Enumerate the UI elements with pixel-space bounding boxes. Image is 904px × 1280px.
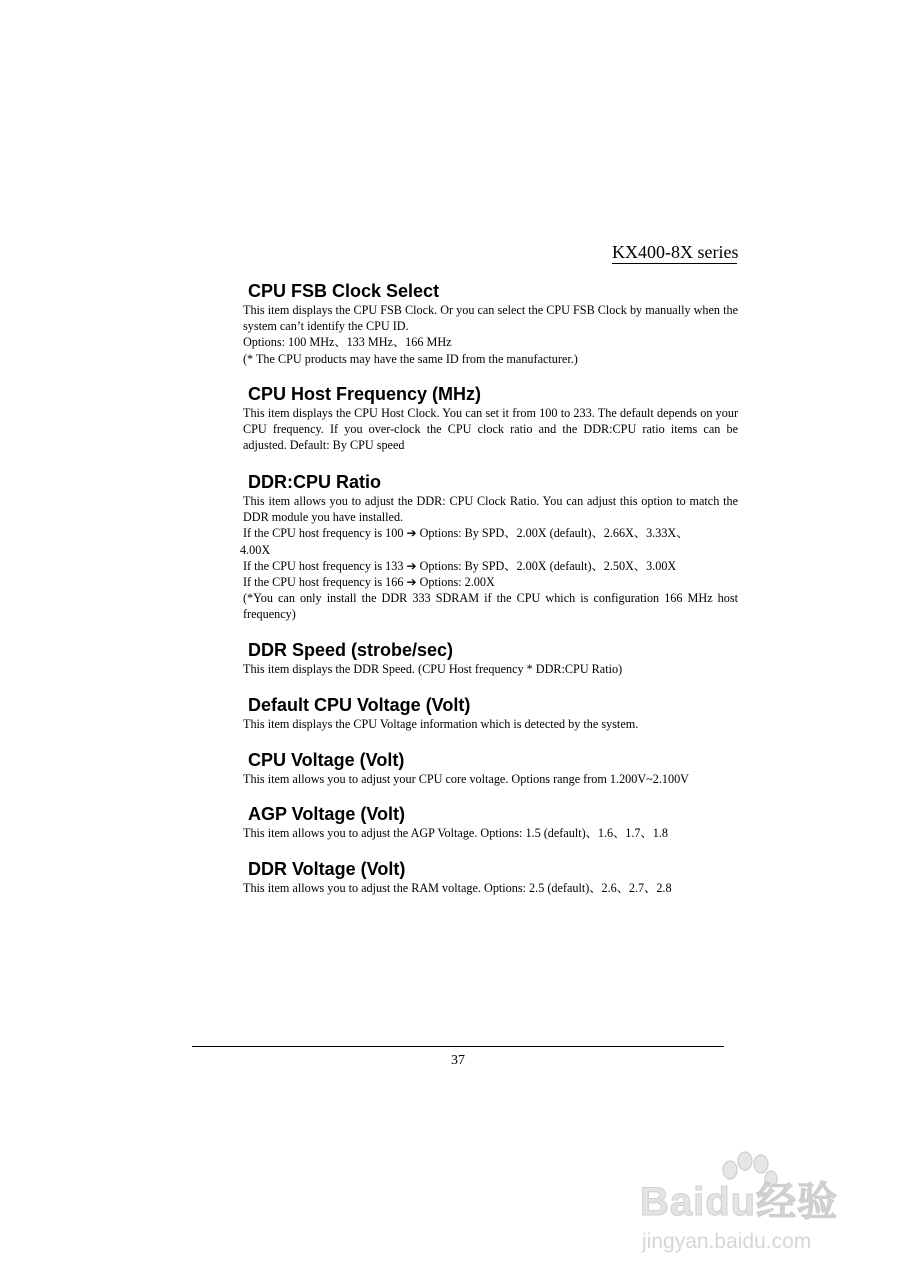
section-agp-voltage bbox=[240, 803, 738, 841]
section-title: CPU FSB Clock Select bbox=[248, 281, 440, 301]
section-default-cpu-voltage bbox=[240, 694, 738, 732]
ratio-line-133 bbox=[240, 558, 738, 574]
paragraph: This item displays the CPU Host Clock. You can set it from 100 to 233. The default depends on your CPU frequency. If you over-clock the CPU clock ratio and the DDR:CPU ratio items can be adjusted. Default: By CPU speed bbox=[243, 406, 738, 453]
section-ddr-speed bbox=[240, 639, 738, 677]
section-ddr-cpu-ratio bbox=[240, 471, 738, 623]
arrow-right-icon: ➔ bbox=[406, 575, 417, 590]
ratio-line-100 bbox=[240, 525, 738, 541]
baidu-jingyan-watermark bbox=[640, 1140, 900, 1275]
section-title: DDR Voltage (Volt) bbox=[248, 859, 406, 879]
options-continuation: 4.00X bbox=[240, 542, 271, 557]
paragraph: This item displays the DDR Speed. (CPU Host frequency * DDR:CPU Ratio) bbox=[243, 662, 623, 676]
note-line: (* The CPU products may have the same ID from the manufacturer.) bbox=[243, 351, 578, 366]
series-title: KX400-8X series bbox=[612, 242, 739, 262]
section-cpu-fsb-clock-select bbox=[240, 280, 738, 367]
section-ddr-voltage bbox=[240, 858, 738, 896]
condition-text: If the CPU host frequency is 100 bbox=[243, 526, 404, 541]
condition-text: If the CPU host frequency is 166 bbox=[243, 575, 404, 590]
condition-text: If the CPU host frequency is 133 bbox=[243, 558, 404, 573]
footer-divider bbox=[192, 1046, 724, 1047]
paragraph: This item allows you to adjust the RAM voltage. Options: 2.5 (default)、2.6、2.7、2.8 bbox=[243, 881, 672, 895]
arrow-right-icon: ➔ bbox=[406, 558, 417, 573]
options-text: Options: By SPD、2.00X (default)、2.50X、3.00X bbox=[419, 558, 677, 573]
page-number: 37 bbox=[451, 1053, 465, 1068]
section-title: DDR Speed (strobe/sec) bbox=[248, 640, 454, 660]
options-text: Options: 2.00X bbox=[419, 575, 495, 590]
options-line: Options: 100 MHz、133 MHz、166 MHz bbox=[243, 335, 452, 350]
paragraph: This item allows you to adjust the DDR: CPU Clock Ratio. You can adjust this option to match the DDR module you have installed. bbox=[243, 494, 738, 525]
paragraph: This item displays the CPU FSB Clock. Or you can select the CPU FSB Clock by manually when the system can’t identify the CPU ID. bbox=[243, 303, 738, 334]
ratio-line-166 bbox=[240, 574, 738, 590]
watermark-logo: Baidu经验 bbox=[640, 1180, 839, 1224]
section-title: Default CPU Voltage (Volt) bbox=[248, 695, 471, 715]
paragraph: This item allows you to adjust the AGP Voltage. Options: 1.5 (default)、1.6、1.7、1.8 bbox=[243, 826, 668, 840]
note-paragraph: (*You can only install the DDR 333 SDRAM if the CPU which is configuration 166 MHz host frequency) bbox=[243, 591, 738, 622]
section-cpu-voltage bbox=[240, 749, 738, 787]
section-title: CPU Host Frequency (MHz) bbox=[248, 384, 482, 404]
section-cpu-host-frequency bbox=[240, 383, 738, 454]
section-title: CPU Voltage (Volt) bbox=[248, 750, 405, 770]
arrow-right-icon: ➔ bbox=[406, 526, 417, 541]
paragraph: This item displays the CPU Voltage information which is detected by the system. bbox=[243, 717, 639, 731]
watermark-url: jingyan.baidu.com bbox=[642, 1230, 812, 1253]
section-title: DDR:CPU Ratio bbox=[248, 472, 381, 492]
paragraph: This item allows you to adjust your CPU core voltage. Options range from 1.200V~2.100V bbox=[243, 772, 689, 786]
section-title: AGP Voltage (Volt) bbox=[248, 804, 406, 824]
options-text: Options: By SPD、2.00X (default)、2.66X、3.33X、 bbox=[419, 526, 689, 541]
